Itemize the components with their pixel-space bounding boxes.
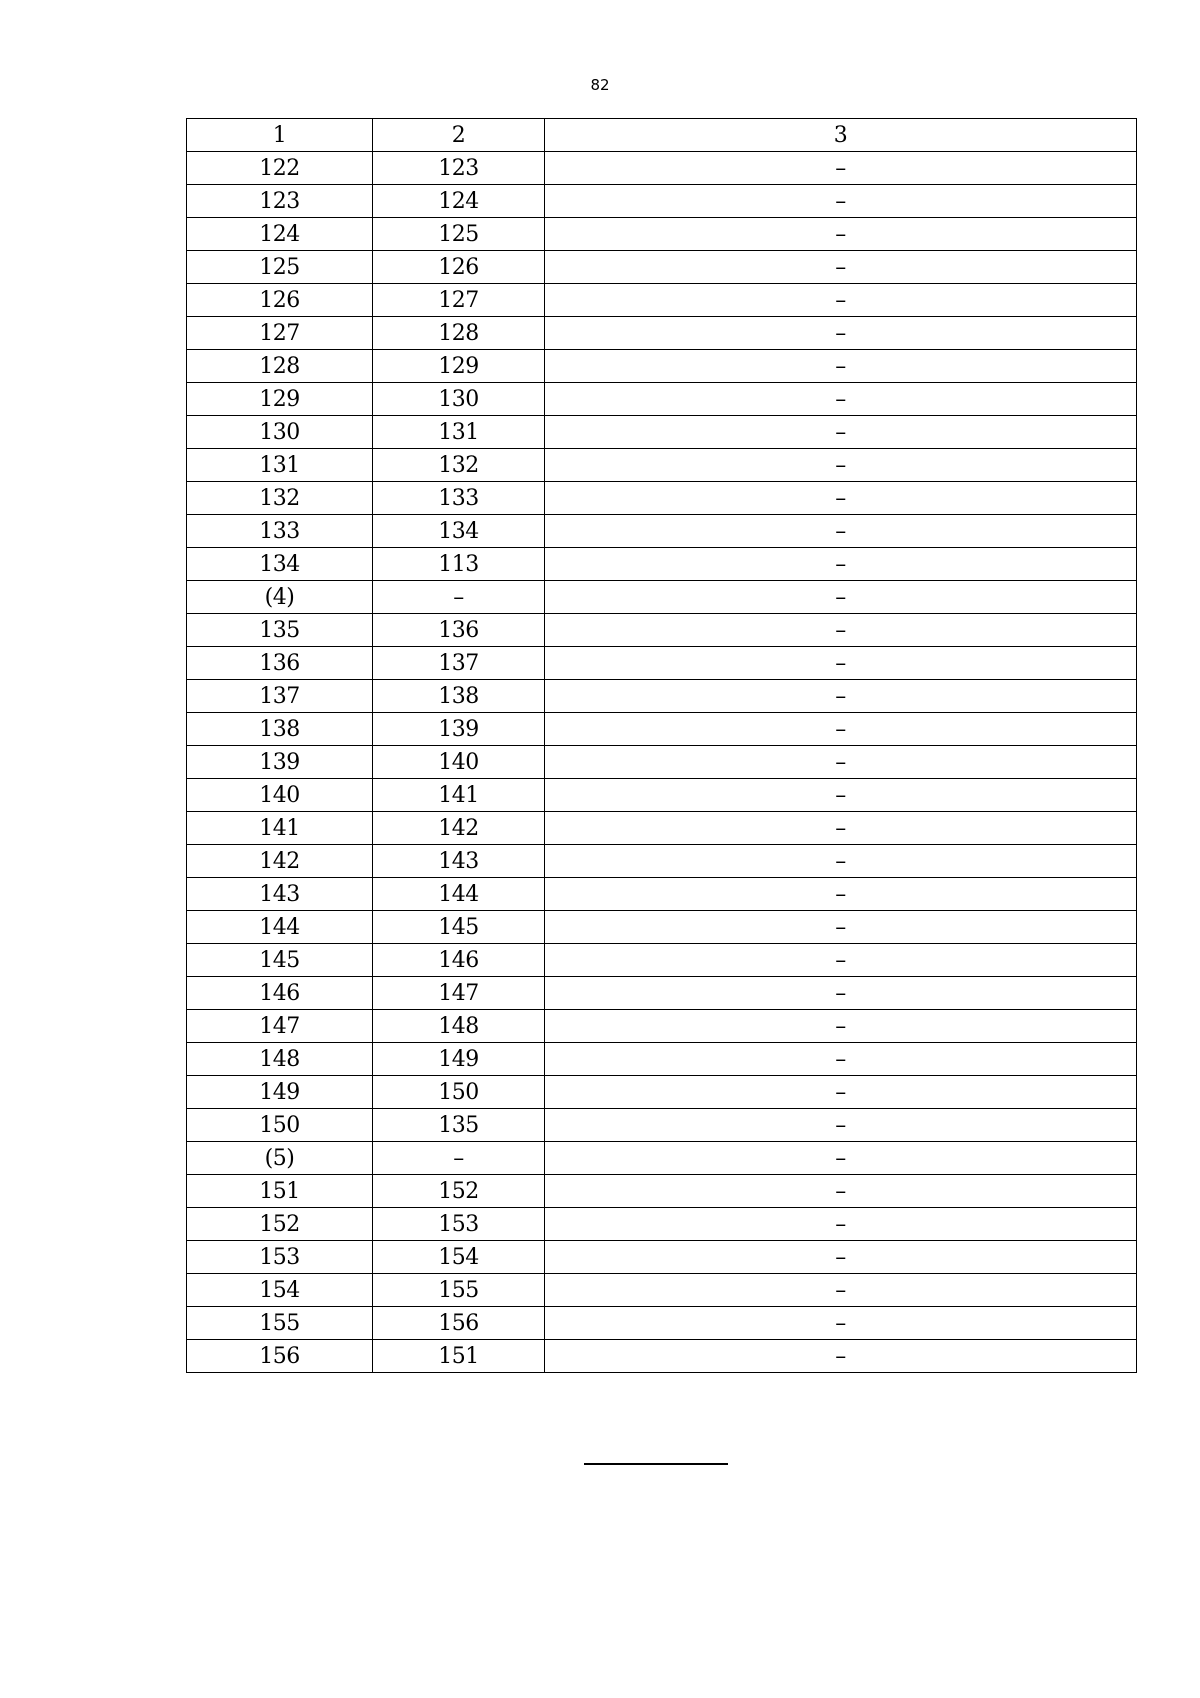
table-cell-col-3: – <box>545 1175 1137 1208</box>
table-row <box>187 350 1137 383</box>
table-cell-col-1: 133 <box>187 515 373 548</box>
table-cell-col-3: – <box>545 1076 1137 1109</box>
table-cell-col-1: 147 <box>187 1010 373 1043</box>
table-cell-col-2: 153 <box>373 1208 545 1241</box>
table-cell-col-2: 147 <box>373 977 545 1010</box>
table-cell-col-2: 146 <box>373 944 545 977</box>
table-cell-col-1: 138 <box>187 713 373 746</box>
table-cell-col-2: 143 <box>373 845 545 878</box>
table-cell-col-2: 149 <box>373 1043 545 1076</box>
table-cell-col-2: 138 <box>373 680 545 713</box>
table-cell-col-2: 135 <box>373 1109 545 1142</box>
table-cell-col-2: 129 <box>373 350 545 383</box>
table-cell-col-1: 148 <box>187 1043 373 1076</box>
table-cell-col-1: 132 <box>187 482 373 515</box>
table-cell-col-3: – <box>545 317 1137 350</box>
table-cell-col-3: – <box>545 218 1137 251</box>
table-cell-col-2: 140 <box>373 746 545 779</box>
header-row <box>187 119 1137 152</box>
table-cell-col-3: – <box>545 581 1137 614</box>
table-row <box>187 1241 1137 1274</box>
table-row <box>187 1274 1137 1307</box>
table-row <box>187 317 1137 350</box>
table-cell-col-1: 149 <box>187 1076 373 1109</box>
table-cell-col-2: 139 <box>373 713 545 746</box>
table-cell-col-2: 144 <box>373 878 545 911</box>
table-row <box>187 185 1137 218</box>
table-row <box>187 416 1137 449</box>
table-cell-col-3: – <box>545 1307 1137 1340</box>
table-cell-col-1: 125 <box>187 251 373 284</box>
table-row <box>187 152 1137 185</box>
table-header <box>187 119 1137 152</box>
table-cell-col-2: 156 <box>373 1307 545 1340</box>
table-row <box>187 713 1137 746</box>
table-cell-col-1: 123 <box>187 185 373 218</box>
table-row <box>187 680 1137 713</box>
table-cell-col-1: 152 <box>187 1208 373 1241</box>
table-cell-col-1: 140 <box>187 779 373 812</box>
table-cell-col-1: 130 <box>187 416 373 449</box>
table-cell-col-3: – <box>545 812 1137 845</box>
table-row <box>187 1043 1137 1076</box>
table-cell-col-3: – <box>545 1208 1137 1241</box>
data-table <box>186 118 1137 1373</box>
table-cell-col-1: 126 <box>187 284 373 317</box>
table-row <box>187 515 1137 548</box>
table-cell-col-3: – <box>545 746 1137 779</box>
table-cell-col-3: – <box>545 482 1137 515</box>
table-cell-col-2: 124 <box>373 185 545 218</box>
table-cell-col-2: 148 <box>373 1010 545 1043</box>
column-header-3: 3 <box>545 119 1137 152</box>
table-cell-col-1: 156 <box>187 1340 373 1373</box>
table-cell-col-2: 126 <box>373 251 545 284</box>
table-cell-col-2: 125 <box>373 218 545 251</box>
table-row <box>187 1307 1137 1340</box>
table-cell-col-3: – <box>545 416 1137 449</box>
table-cell-col-3: – <box>545 911 1137 944</box>
table-row <box>187 977 1137 1010</box>
table-cell-col-1: 139 <box>187 746 373 779</box>
table-cell-col-2: 137 <box>373 647 545 680</box>
table-cell-col-1: 141 <box>187 812 373 845</box>
table-cell-col-3: – <box>545 614 1137 647</box>
table-cell-col-3: – <box>545 350 1137 383</box>
table-cell-col-1: 135 <box>187 614 373 647</box>
table-cell-col-2: 127 <box>373 284 545 317</box>
table-cell-col-1: 127 <box>187 317 373 350</box>
table-cell-col-2: 133 <box>373 482 545 515</box>
table-cell-col-2: – <box>373 581 545 614</box>
table-row <box>187 581 1137 614</box>
table-cell-col-3: – <box>545 383 1137 416</box>
table-cell-col-2: 123 <box>373 152 545 185</box>
table-cell-col-3: – <box>545 944 1137 977</box>
page-number: 82 <box>590 76 610 94</box>
table-cell-col-1: (5) <box>187 1142 373 1175</box>
table-body <box>187 152 1137 1373</box>
table-cell-col-1: 128 <box>187 350 373 383</box>
table-cell-col-3: – <box>545 251 1137 284</box>
table-cell-col-3: – <box>545 1142 1137 1175</box>
table-cell-col-3: – <box>545 1109 1137 1142</box>
table-row <box>187 548 1137 581</box>
table-row <box>187 1208 1137 1241</box>
table-cell-col-3: – <box>545 449 1137 482</box>
table-cell-col-1: 131 <box>187 449 373 482</box>
table-cell-col-3: – <box>545 845 1137 878</box>
table-row <box>187 878 1137 911</box>
table-cell-col-3: – <box>545 779 1137 812</box>
table-cell-col-1: 146 <box>187 977 373 1010</box>
table-cell-col-1: 153 <box>187 1241 373 1274</box>
column-header-1: 1 <box>187 119 373 152</box>
table-cell-col-1: 129 <box>187 383 373 416</box>
table-cell-col-1: 144 <box>187 911 373 944</box>
table-cell-col-2: 151 <box>373 1340 545 1373</box>
table-row <box>187 1076 1137 1109</box>
table-row <box>187 647 1137 680</box>
table-cell-col-2: 145 <box>373 911 545 944</box>
table-cell-col-1: 136 <box>187 647 373 680</box>
table-row <box>187 911 1137 944</box>
table-cell-col-3: – <box>545 1274 1137 1307</box>
table-row <box>187 1340 1137 1373</box>
table-cell-col-3: – <box>545 977 1137 1010</box>
table-row <box>187 284 1137 317</box>
table-row <box>187 779 1137 812</box>
table-cell-col-2: – <box>373 1142 545 1175</box>
table-cell-col-3: – <box>545 1010 1137 1043</box>
table-row <box>187 1175 1137 1208</box>
footer-rule <box>584 1463 728 1465</box>
table-cell-col-2: 141 <box>373 779 545 812</box>
table-cell-col-3: – <box>545 152 1137 185</box>
table-cell-col-2: 131 <box>373 416 545 449</box>
table-cell-col-1: 143 <box>187 878 373 911</box>
table-cell-col-2: 152 <box>373 1175 545 1208</box>
table-cell-col-1: 145 <box>187 944 373 977</box>
table-row <box>187 1109 1137 1142</box>
table-row <box>187 746 1137 779</box>
table-cell-col-1: 134 <box>187 548 373 581</box>
table-cell-col-1: 151 <box>187 1175 373 1208</box>
table-row <box>187 812 1137 845</box>
column-header-2: 2 <box>373 119 545 152</box>
table-cell-col-2: 136 <box>373 614 545 647</box>
table-cell-col-2: 155 <box>373 1274 545 1307</box>
table-cell-col-3: – <box>545 548 1137 581</box>
table-row <box>187 614 1137 647</box>
table-cell-col-1: (4) <box>187 581 373 614</box>
table-cell-col-1: 137 <box>187 680 373 713</box>
data-table-container <box>186 118 1136 1373</box>
table-cell-col-2: 113 <box>373 548 545 581</box>
table-cell-col-2: 130 <box>373 383 545 416</box>
table-cell-col-2: 128 <box>373 317 545 350</box>
table-cell-col-2: 150 <box>373 1076 545 1109</box>
table-cell-col-3: – <box>545 284 1137 317</box>
table-cell-col-3: – <box>545 185 1137 218</box>
table-cell-col-2: 142 <box>373 812 545 845</box>
table-row <box>187 383 1137 416</box>
table-cell-col-2: 134 <box>373 515 545 548</box>
table-cell-col-1: 154 <box>187 1274 373 1307</box>
table-cell-col-3: – <box>545 1043 1137 1076</box>
table-cell-col-3: – <box>545 713 1137 746</box>
table-row <box>187 218 1137 251</box>
table-row <box>187 944 1137 977</box>
table-row <box>187 1010 1137 1043</box>
table-cell-col-1: 142 <box>187 845 373 878</box>
table-cell-col-3: – <box>545 647 1137 680</box>
table-cell-col-2: 154 <box>373 1241 545 1274</box>
table-cell-col-1: 150 <box>187 1109 373 1142</box>
table-cell-col-3: – <box>545 1241 1137 1274</box>
table-row <box>187 449 1137 482</box>
table-row <box>187 251 1137 284</box>
table-row <box>187 482 1137 515</box>
table-cell-col-3: – <box>545 1340 1137 1373</box>
table-cell-col-3: – <box>545 680 1137 713</box>
table-cell-col-1: 155 <box>187 1307 373 1340</box>
table-cell-col-2: 132 <box>373 449 545 482</box>
table-cell-col-3: – <box>545 878 1137 911</box>
table-cell-col-1: 122 <box>187 152 373 185</box>
table-row <box>187 845 1137 878</box>
table-row <box>187 1142 1137 1175</box>
table-cell-col-3: – <box>545 515 1137 548</box>
table-cell-col-1: 124 <box>187 218 373 251</box>
